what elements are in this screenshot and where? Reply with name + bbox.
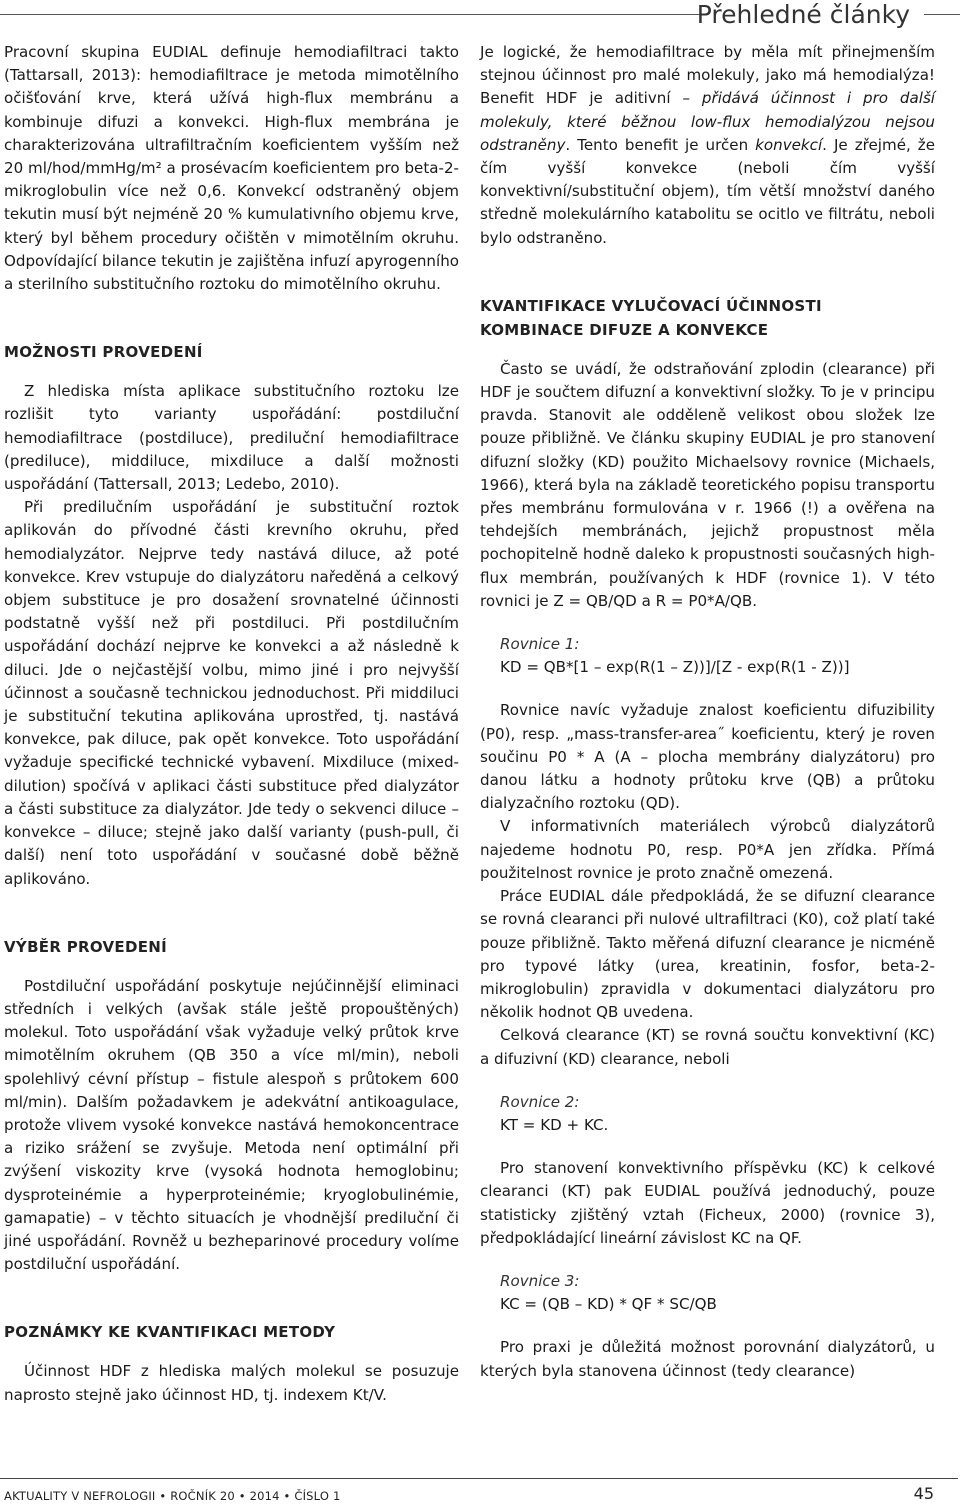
heading-kvantifikace-line2: KOMBINACE DIFUZE A KONVEKCE xyxy=(480,320,769,339)
heading-kvantifikace-line1: KVANTIFIKACE VYLUČOVACÍ ÚČINNOSTI xyxy=(480,296,822,315)
intro-paragraph: Pracovní skupina EUDIAL definuje hemodiafiltraci takto (Tattarsall, 2013): hemodiafiltrace je metoda mimotělního očišťování krve, která užívá high-flux membránu a kombinuje difuzi a konvekci. High-flux membrána je charakterizována ultrafiltračním koeficientem vyšším než 20 ml/hod/mmHg/m² a prosévacím koeficientem pro beta-2-mikroglobulin více než 0,6. Konvekcí odstraněný objem tekutin musí být nejméně 20 % kumulativního objemu krve, který byl během procedury očištěn v mimotělním okruhu. Odpovídající bilance tekutin je zajištěna infuzí apyrogenního a sterilního substitučního roztoku do mimotělního okruhu. xyxy=(4,43,459,294)
equation-2: KT = KD + KC. xyxy=(500,1115,609,1134)
footer-rule xyxy=(0,1478,958,1479)
heading-poznamky: POZNÁMKY KE KVANTIFIKACI METODY xyxy=(4,1323,336,1342)
header-rule-left xyxy=(0,14,700,15)
paragraph-postdiluce: Postdiluční uspořádání poskytuje nejúčinnější eliminaci středních i velkých (avšak stále ještě propouštěných) molekul. Toto uspořádání však vyžaduje velký průtok krve mimotělním okruhem (QB 350 a více ml/min), neboli spolehlivý cévní přístup – fistule alespoň s průtokem 600 ml/min). Dalším požadavkem je adekvátní antikoagulace, protože vlivem vysoké konvekce nastává hemokoncentrace a riziko srážení se zvyšuje. Metoda není optimální při zvýšení viskozity krve (vysoká hodnota hemoglobinu; dysproteinémie a hyperproteinémie; kryoglobulinémie, gamapatie) – v těchto situacích je vhodnější prediluční či jiné uspořádání. Rovněž u bezheparinové procedury volíme postdiluční uspořádání. xyxy=(4,976,459,1274)
heading-moznosti-provedeni: MOŽNOSTI PROVEDENÍ xyxy=(4,343,203,362)
equation-2-label: Rovnice 2: xyxy=(500,1092,580,1111)
paragraph-celkova-clearance: Celková clearance (KT) se rovná součtu konvektivní (KC) a difuzivní (KD) clearance, neboli xyxy=(480,1026,935,1068)
paragraph-konvektivni: Pro stanovení konvektivního příspěvku (KC) k celkové clearanci (KT) pak EUDIAL používá jednoduchý, pouze statisticky zjištěný vztah (Ficheux, 2000) (rovnice 3), předpokládající lineární závislost KC na QF. xyxy=(480,1159,935,1247)
paragraph-varianty: Z hlediska místa aplikace substitučního roztoku lze rozlišit tyto varianty uspořádání: postdiluční hemodiafiltrace (postdiluce), prediluční hemodiafiltrace (prediluce), middiluce, mixdiluce a další možnosti uspořádání (Tattersall, 2013; Ledebo, 2010). xyxy=(4,382,459,494)
equation-3-label: Rovnice 3: xyxy=(500,1271,580,1290)
equation-3: KC = (QB – KD) * QF * SC/QB xyxy=(500,1295,717,1314)
paragraph-praxe: Pro praxi je důležitá možnost porovnání dialyzátorů, u kterých byla stanovena účinnost (tedy clearance) xyxy=(480,1338,935,1380)
paragraph-clearance: Často se uvádí, že odstraňování zplodin (clearance) při HDF je součtem difuzní a konvektivní složky. To je v principu pravda. Stanovit ale odděleně velikost obou složek lze pouze přibližně. Ve článku skupiny EUDIAL je pro stanovení difuzní složky (KD) použito Michaelsovy rovnice (Michaels, 1966), která byla na základě teoretického popisu transportu přes membránu formulována v r. 1966 (!) a ověřena na tehdejších membránách, jejichž propustnost měla pochopitelně hodně daleko k propustnosti současných high-flux membrán, používaných k HDF (rovnice 1). V této rovnici je Z = QB/QD a R = P0*A/QB. xyxy=(480,359,935,610)
left-column xyxy=(4,41,459,1407)
paragraph-koeficient: Rovnice navíc vyžaduje znalost koeficientu difuzibility (P0), resp. „mass-transfer-area˝ koeficientu, který je roven součinu P0 * A (A – plocha membrány dialyzátoru) pro danou látku a hodnoty průtoku krve (QB) a průtoku dialyzačního roztoku (QD). xyxy=(480,701,935,813)
paragraph-benefit-hdf: Je logické, že hemodiafiltrace by měla mít přinejmenším stejnou účinnost pro malé molekuly, jako má hemodialýza! Benefit HDF je aditivní – přidává účinnost i pro další molekuly, které běžnou low-flux hemodialýzou nejsou odstraněny. Tento benefit je určen konvekcí. Je zřejmé, že čím vyšší konvekce (neboli čím vyšší konvektivní/substituční objem), tím větší množství daného středně molekulárního katabolitu se ocitlo ve filtrátu, neboli bylo odstraněno. xyxy=(480,43,936,247)
heading-vyber-provedeni: VÝBĚR PROVEDENÍ xyxy=(4,937,168,956)
paragraph-materialy: V informativních materiálech výrobců dialyzátorů najedeme hodnotu P0, resp. P0*A jen zřídka. Přímá použitelnost rovnice je proto značně omezená. xyxy=(480,817,935,882)
section-title: Přehledné články xyxy=(696,0,910,29)
journal-footer: AKTUALITY V NEFROLOGII • ROČNÍK 20 • 2014 • ČÍSLO 1 xyxy=(4,1489,341,1503)
paragraph-prediluce: Při predilučním uspořádání je substituční roztok aplikován do přívodné části krevního okruhu, před hemodialyzátor. Nejprve tedy nastává diluce, až poté konvekce. Krev vstupuje do dialyzátoru naředěná a celkový objem substituce je pro dosažení srovnatelné účinnosti podstatně vyšší než při postdiluci. Při postdilučním uspořádání dochází nejprve ke konvekci a až následně k diluci. Jde o nejčastější volbu, mimo jiné i pro nejvyšší účinnost a současně technickou jednoduchost. Při middiluci je substituční tekutina aplikována uprostřed, tj. nastává konvekce, pak diluce, pak opět konvekce. Toto uspořádání vyžaduje specifické technické vybavení. Mixdiluce (mixed-dilution) spočívá v aplikaci části substituce před dialyzátor a části substituce za dialyzátor. Jde tedy o sekvenci diluce – konvekce – diluce; stejně jako další varianty (push-pull, či další) není toto uspořádání v současné době běžně aplikováno. xyxy=(4,498,459,888)
page-number: 45 xyxy=(913,1484,934,1503)
paragraph-eudial-difuze: Práce EUDIAL dále předpokládá, že se difuzní clearance se rovná clearanci při nulové ultrafiltraci (K0), což platí také pouze přibližně. Takto měřená difuzní clearance je nicméně pro typové látky (urea, kreatinin, fosfor, beta-2-mikroglobulin) zpravidla v dokumentaci dialyzátoru pro několik hodnot QB uvedena. xyxy=(480,887,935,1022)
equation-1-label: Rovnice 1: xyxy=(500,635,580,654)
paragraph-ucinnost-hdf: Účinnost HDF z hlediska malých molekul se posuzuje naprosto stejně jako účinnost HD, tj. indexem Kt/V. xyxy=(4,1362,459,1404)
header-rule-right xyxy=(924,14,960,15)
equation-1: KD = QB*[1 – exp(R(1 – Z))]/[Z - exp(R(1 - Z))] xyxy=(500,658,850,677)
right-column xyxy=(480,41,935,1383)
